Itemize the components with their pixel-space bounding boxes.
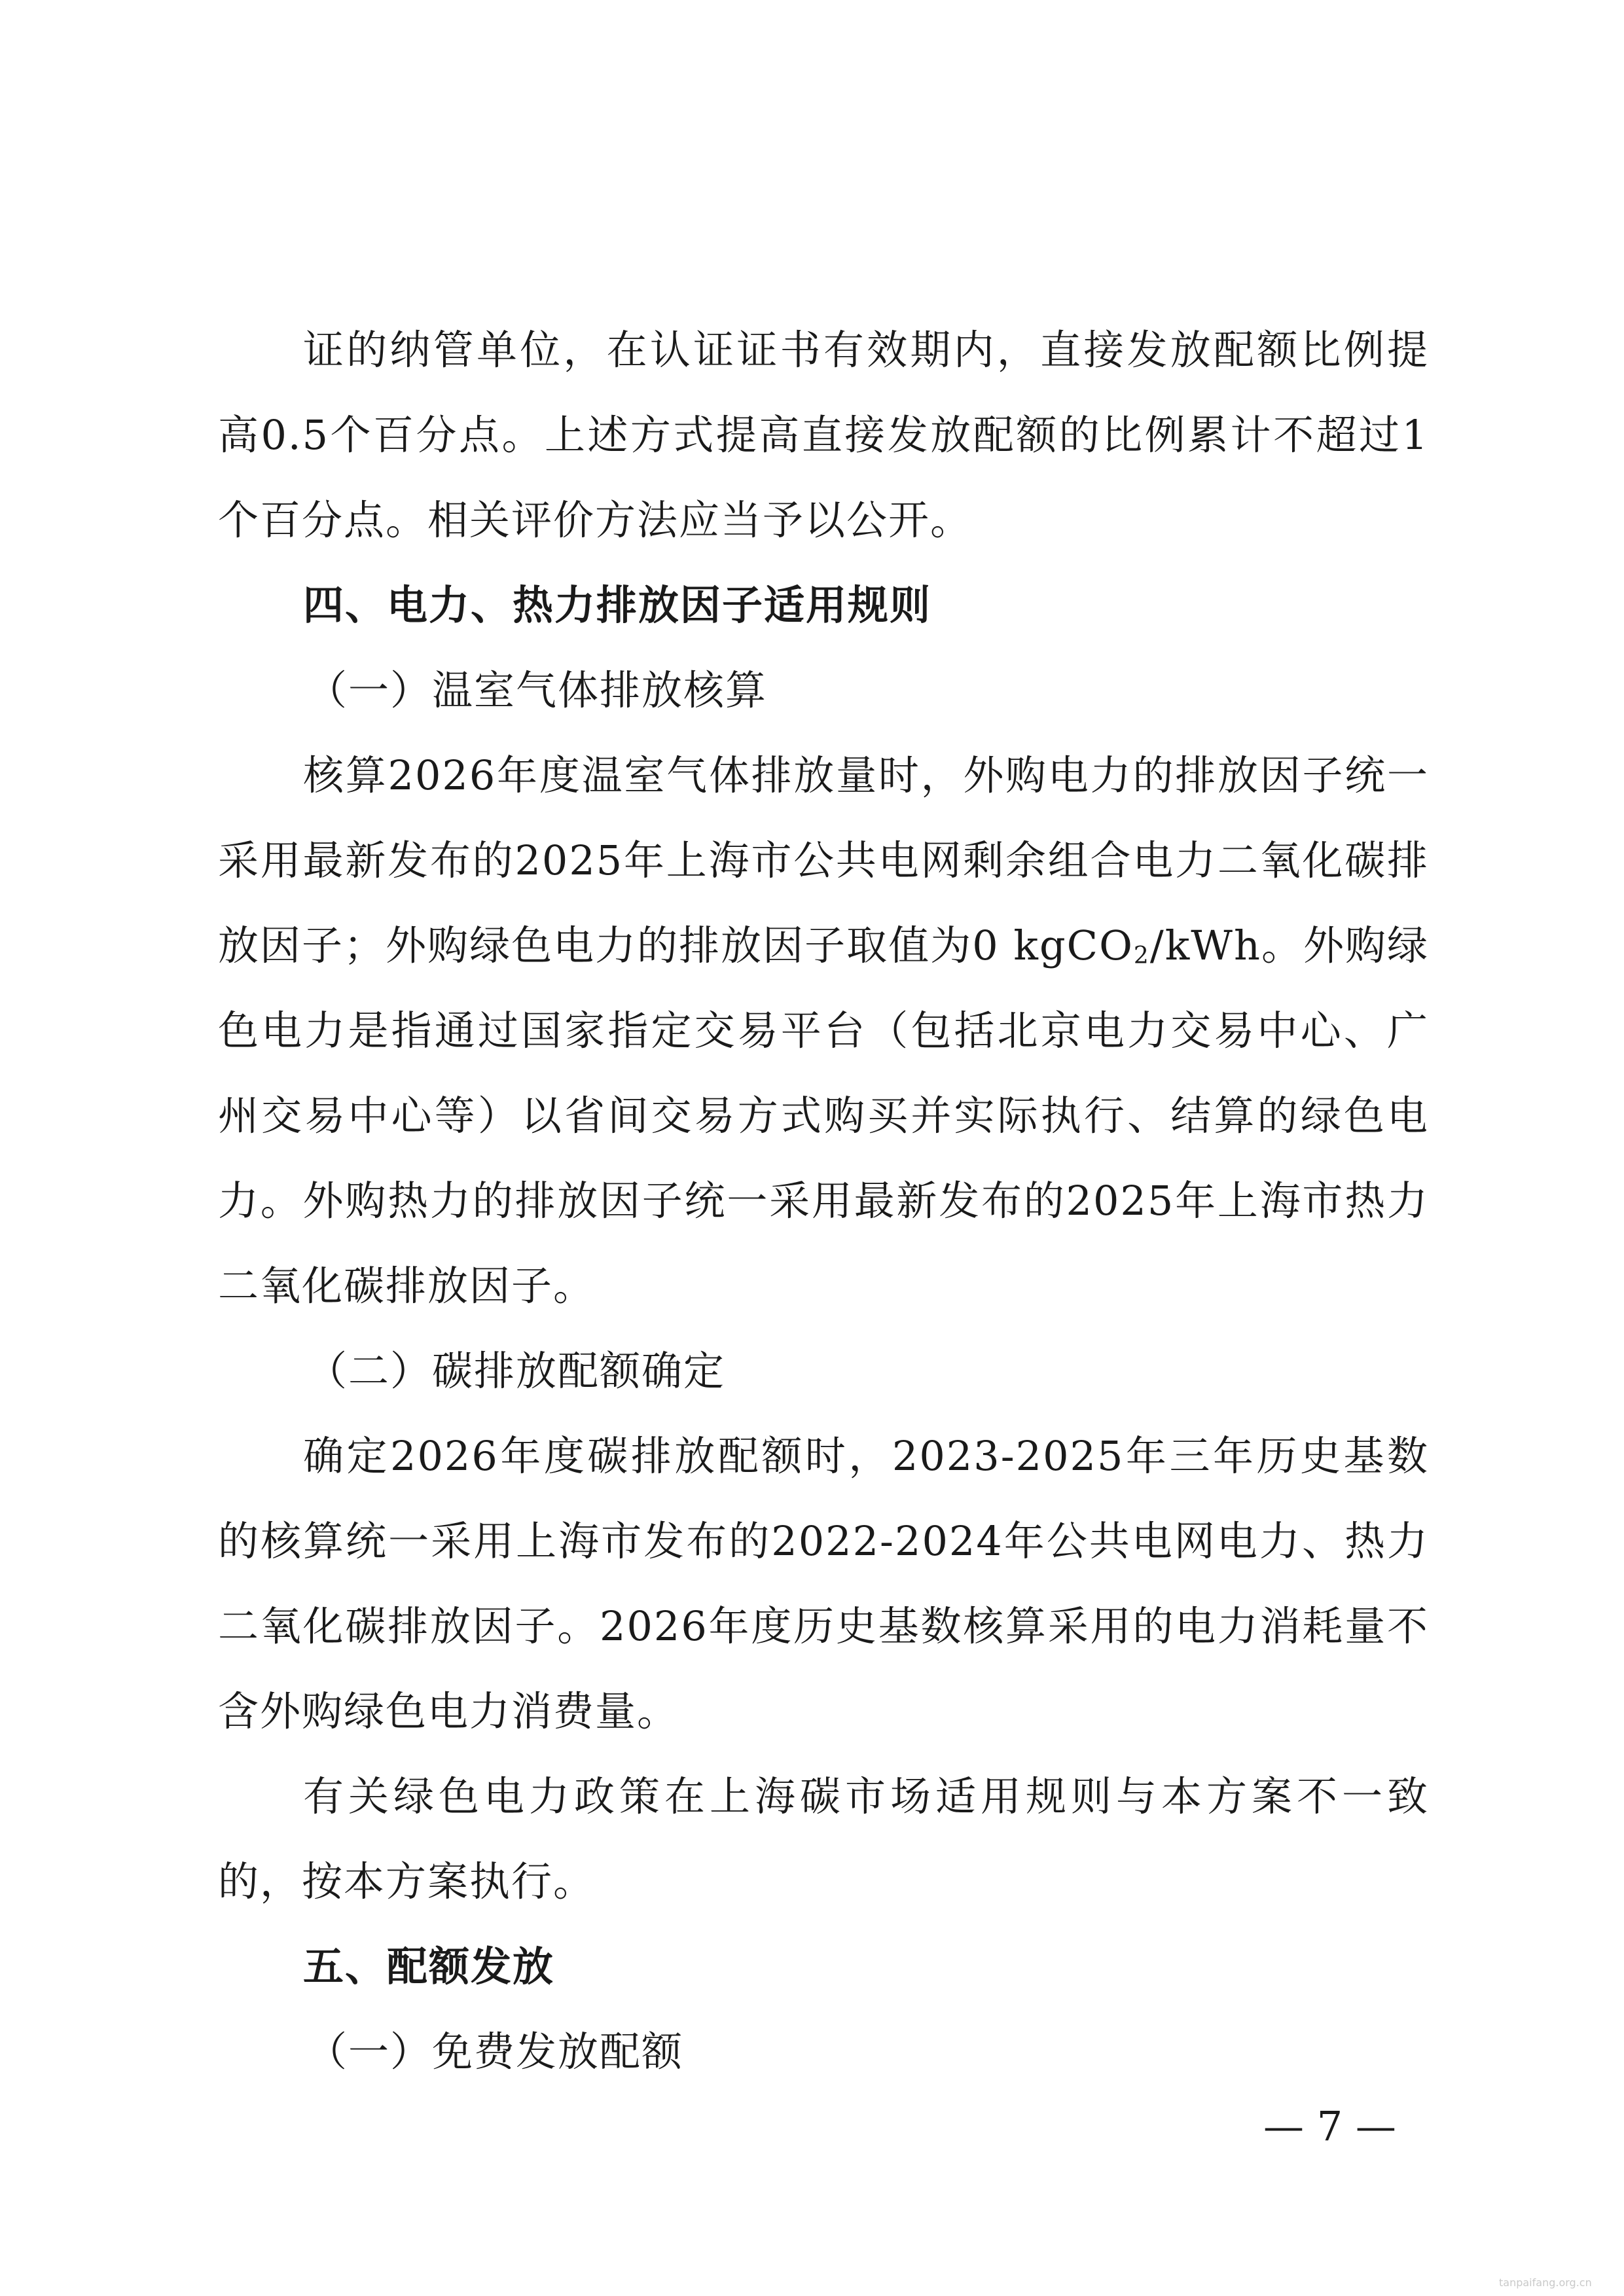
subsection-2-heading: （二）碳排放配额确定	[306, 1347, 726, 1395]
subsection-free-allowance-heading: （一）免费发放配额	[306, 2028, 684, 2075]
section-4-heading: 四、电力、热力排放因子适用规则	[303, 581, 932, 629]
co2-subscript: 2	[1133, 942, 1150, 969]
green-power-policy-paragraph: 有关绿色电力政策在上海碳市场适用规则与本方案不一致的，按本方案执行。	[218, 1772, 1429, 1905]
page-number: — 7 —	[1263, 2102, 1396, 2150]
emission-accounting-paragraph	[218, 733, 1429, 1329]
watermark-text: tanpaifang.org.cn	[1499, 2276, 1592, 2289]
allowance-determination-paragraph: 确定2026年度碳排放配额时，2023-2025年三年历史基数的核算统一采用上海市发布的2022-2024年公共电网电力、热力二氧化碳排放因子。2026年度历史基数核算采用的电力消耗量不含外购绿色电力消费量。	[218, 1432, 1429, 1735]
emission-accounting-text-part1: 核算2026年度温室气体排放量时，外购电力的排放因子统一采用最新发布的2025年上海市公共电网剩余组合电力二氧化碳排放因子；外购绿色电力的排放因子取值为0 kgCO	[218, 751, 1429, 969]
subsection-1-heading: （一）温室气体排放核算	[306, 666, 768, 714]
document-body	[218, 308, 1429, 2094]
emission-accounting-text-part2: /kWh。外购绿色电力是指通过国家指定交易平台（包括北京电力交易中心、广州交易中心等）以省间交易方式购买并实际执行、结算的绿色电力。外购热力的排放因子统一采用最新发布的2025年上海市热力二氧化碳排放因子。	[218, 922, 1429, 1310]
continuation-paragraph: 证的纳管单位，在认证证书有效期内，直接发放配额比例提高0.5个百分点。上述方式提高直接发放配额的比例累计不超过1个百分点。相关评价方法应当予以公开。	[218, 326, 1429, 544]
section-5-heading: 五、配额发放	[303, 1943, 555, 1990]
